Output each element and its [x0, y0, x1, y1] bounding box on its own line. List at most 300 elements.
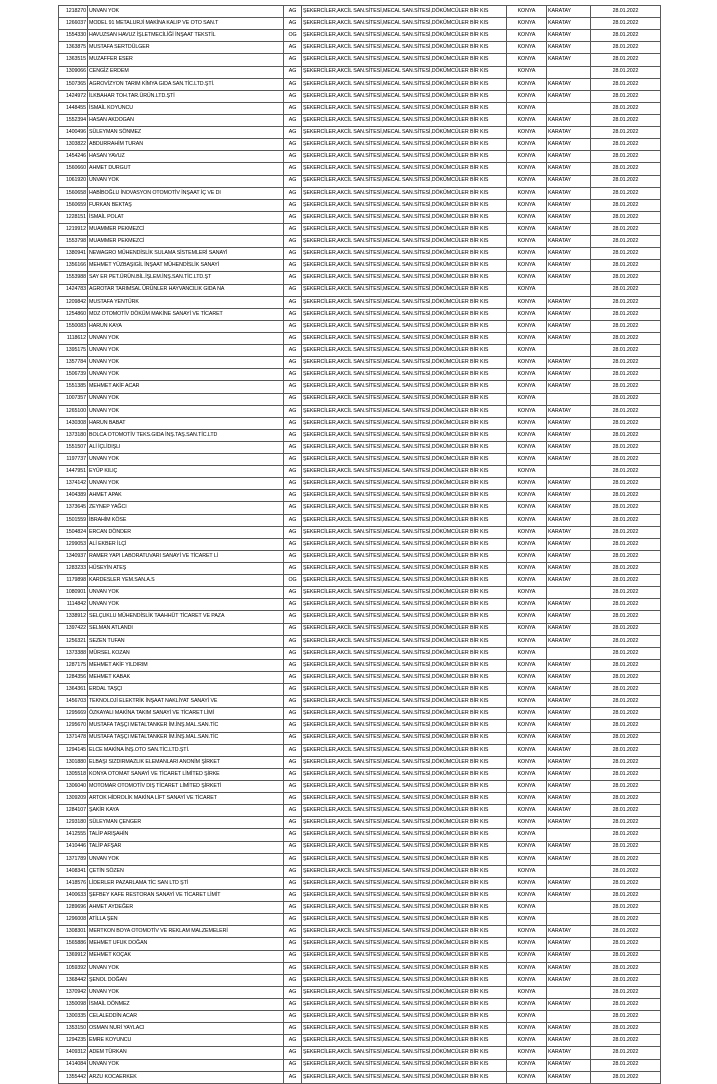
record-district: KARATAY [547, 42, 591, 54]
record-id: 1309209 [59, 793, 88, 805]
record-province: KONYA [507, 139, 547, 151]
record-district: KARATAY [547, 223, 591, 235]
record-type: AG [284, 865, 302, 877]
record-province: KONYA [507, 6, 547, 18]
record-date: 28.01.2022 [591, 1023, 661, 1035]
record-id: 1338912 [59, 611, 88, 623]
table-row [59, 550, 661, 562]
record-type: OG [284, 30, 302, 42]
record-id: 1305518 [59, 768, 88, 780]
record-province: KONYA [507, 732, 547, 744]
record-id: 1430308 [59, 417, 88, 429]
record-area: ŞEKERCİLER,AKCİL SAN.SİTESİ,MECAL SAN.SİTESİ,DÖKÜMCÜLER BİR KIS [302, 199, 507, 211]
record-province: KONYA [507, 599, 547, 611]
table-row [59, 998, 661, 1010]
record-district: KARATAY [547, 877, 591, 889]
record-province: KONYA [507, 272, 547, 284]
table-row [59, 526, 661, 538]
record-type: AG [284, 369, 302, 381]
table-row [59, 732, 661, 744]
record-type: AG [284, 236, 302, 248]
record-date: 28.01.2022 [591, 102, 661, 114]
record-title: UNVAN YOK [88, 1059, 284, 1071]
record-title: UNVAN YOK [88, 454, 284, 466]
record-area: ŞEKERCİLER,AKCİL SAN.SİTESİ,MECAL SAN.SİTESİ,DÖKÜMCÜLER BİR KIS [302, 78, 507, 90]
record-province: KONYA [507, 708, 547, 720]
record-id: 1209842 [59, 296, 88, 308]
record-date: 28.01.2022 [591, 538, 661, 550]
table-row [59, 793, 661, 805]
record-province: KONYA [507, 635, 547, 647]
record-id: 1300335 [59, 1011, 88, 1023]
record-type: AG [284, 18, 302, 30]
record-type: AG [284, 877, 302, 889]
record-title: SEZEN TUFAN [88, 635, 284, 647]
record-area: ŞEKERCİLER,AKCİL SAN.SİTESİ,MECAL SAN.SİTESİ,DÖKÜMCÜLER BİR KIS [302, 793, 507, 805]
record-id: 1373388 [59, 647, 88, 659]
record-district: KARATAY [547, 357, 591, 369]
record-district: KARATAY [547, 308, 591, 320]
record-title: UNVAN YOK [88, 478, 284, 490]
record-date: 28.01.2022 [591, 1035, 661, 1047]
record-district: KARATAY [547, 454, 591, 466]
record-province: KONYA [507, 611, 547, 623]
record-date: 28.01.2022 [591, 563, 661, 575]
record-title: ATİLLA ŞEN [88, 914, 284, 926]
record-province: KONYA [507, 865, 547, 877]
record-area: ŞEKERCİLER,AKCİL SAN.SİTESİ,MECAL SAN.SİTESİ,DÖKÜMCÜLER BİR KIS [302, 1035, 507, 1047]
record-area: ŞEKERCİLER,AKCİL SAN.SİTESİ,MECAL SAN.SİTESİ,DÖKÜMCÜLER BİR KIS [302, 151, 507, 163]
record-province: KONYA [507, 211, 547, 223]
record-title: KARDESLER YEM.SAN.A.S [88, 575, 284, 587]
record-type: AG [284, 248, 302, 260]
record-type: AG [284, 78, 302, 90]
table-row [59, 684, 661, 696]
table-row [59, 865, 661, 877]
record-date: 28.01.2022 [591, 1011, 661, 1023]
record-area: ŞEKERCİLER,AKCİL SAN.SİTESİ,MECAL SAN.SİTESİ,DÖKÜMCÜLER BİR KIS [302, 478, 507, 490]
record-district: KARATAY [547, 720, 591, 732]
record-district: KARATAY [547, 441, 591, 453]
record-area: ŞEKERCİLER,AKCİL SAN.SİTESİ,MECAL SAN.SİTESİ,DÖKÜMCÜLER BİR KIS [302, 1071, 507, 1083]
record-title: EMRE KOYUNCU [88, 1035, 284, 1047]
record-id: 1424972 [59, 90, 88, 102]
record-id: 1228151 [59, 211, 88, 223]
record-id: 1197737 [59, 454, 88, 466]
record-id: 1424783 [59, 284, 88, 296]
record-date: 28.01.2022 [591, 841, 661, 853]
record-id: 1408341 [59, 865, 88, 877]
table-row [59, 1047, 661, 1059]
record-title: ABDURRAHİM TURAN [88, 139, 284, 151]
record-type: AG [284, 974, 302, 986]
record-province: KONYA [507, 454, 547, 466]
record-title: UNVAN YOK [88, 599, 284, 611]
record-area: ŞEKERCİLER,AKCİL SAN.SİTESİ,MECAL SAN.SİTESİ,DÖKÜMCÜLER BİR KIS [302, 853, 507, 865]
table-row [59, 938, 661, 950]
record-area: ŞEKERCİLER,AKCİL SAN.SİTESİ,MECAL SAN.SİTESİ,DÖKÜMCÜLER BİR KIS [302, 696, 507, 708]
record-province: KONYA [507, 1023, 547, 1035]
table-row [59, 877, 661, 889]
record-date: 28.01.2022 [591, 684, 661, 696]
record-district: KARATAY [547, 853, 591, 865]
record-province: KONYA [507, 466, 547, 478]
record-type: AG [284, 853, 302, 865]
record-province: KONYA [507, 623, 547, 635]
record-date: 28.01.2022 [591, 466, 661, 478]
record-date: 28.01.2022 [591, 454, 661, 466]
table-row [59, 756, 661, 768]
record-district [547, 66, 591, 78]
table-row [59, 454, 661, 466]
record-id: 1400633 [59, 889, 88, 901]
record-area: ŞEKERCİLER,AKCİL SAN.SİTESİ,MECAL SAN.SİTESİ,DÖKÜMCÜLER BİR KIS [302, 744, 507, 756]
record-district: KARATAY [547, 817, 591, 829]
record-date: 28.01.2022 [591, 139, 661, 151]
record-title: ERDAL TAŞÇI [88, 684, 284, 696]
record-district [547, 1011, 591, 1023]
record-title: ALİ EKBER İLÇİ [88, 538, 284, 550]
record-title: UNVAN YOK [88, 986, 284, 998]
record-type: AG [284, 54, 302, 66]
record-district: KARATAY [547, 781, 591, 793]
record-type: AG [284, 199, 302, 211]
record-id: 1551507 [59, 441, 88, 453]
record-id: 1414084 [59, 1059, 88, 1071]
record-province: KONYA [507, 54, 547, 66]
record-district [547, 914, 591, 926]
table-row [59, 320, 661, 332]
record-area: ŞEKERCİLER,AKCİL SAN.SİTESİ,MECAL SAN.SİTESİ,DÖKÜMCÜLER BİR KIS [302, 623, 507, 635]
record-title: MUSTAFA SERTDÜLGER [88, 42, 284, 54]
table-row [59, 599, 661, 611]
record-id: 1374142 [59, 478, 88, 490]
record-date: 28.01.2022 [591, 490, 661, 502]
record-id: 1397422 [59, 623, 88, 635]
record-area: ŞEKERCİLER,AKCİL SAN.SİTESİ,MECAL SAN.SİTESİ,DÖKÜMCÜLER BİR KIS [302, 1059, 507, 1071]
record-type: AG [284, 563, 302, 575]
record-area: ŞEKERCİLER,AKCİL SAN.SİTESİ,MECAL SAN.SİTESİ,DÖKÜMCÜLER BİR KIS [302, 720, 507, 732]
record-district: KARATAY [547, 998, 591, 1010]
record-area: ŞEKERCİLER,AKCİL SAN.SİTESİ,MECAL SAN.SİTESİ,DÖKÜMCÜLER BİR KIS [302, 284, 507, 296]
record-type: AG [284, 223, 302, 235]
record-area: ŞEKERCİLER,AKCİL SAN.SİTESİ,MECAL SAN.SİTESİ,DÖKÜMCÜLER BİR KIS [302, 466, 507, 478]
record-area: ŞEKERCİLER,AKCİL SAN.SİTESİ,MECAL SAN.SİTESİ,DÖKÜMCÜLER BİR KIS [302, 30, 507, 42]
record-id: 1560659 [59, 199, 88, 211]
record-date: 28.01.2022 [591, 526, 661, 538]
record-province: KONYA [507, 369, 547, 381]
record-title: UNVAN YOK [88, 175, 284, 187]
record-id: 1363515 [59, 54, 88, 66]
record-date: 28.01.2022 [591, 659, 661, 671]
table-row [59, 18, 661, 30]
record-id: 1357784 [59, 357, 88, 369]
record-date: 28.01.2022 [591, 42, 661, 54]
record-district [547, 647, 591, 659]
record-type: AG [284, 151, 302, 163]
table-row [59, 260, 661, 272]
record-id: 1560660 [59, 163, 88, 175]
record-id: 1501559 [59, 514, 88, 526]
record-type: AG [284, 708, 302, 720]
table-row [59, 332, 661, 344]
record-date: 28.01.2022 [591, 1047, 661, 1059]
record-type: AG [284, 950, 302, 962]
record-date: 28.01.2022 [591, 926, 661, 938]
record-type: AG [284, 429, 302, 441]
record-area: ŞEKERCİLER,AKCİL SAN.SİTESİ,MECAL SAN.SİTESİ,DÖKÜMCÜLER BİR KIS [302, 768, 507, 780]
record-area: ŞEKERCİLER,AKCİL SAN.SİTESİ,MECAL SAN.SİTESİ,DÖKÜMCÜLER BİR KIS [302, 42, 507, 54]
record-province: KONYA [507, 768, 547, 780]
record-district: KARATAY [547, 163, 591, 175]
record-district: KARATAY [547, 841, 591, 853]
record-date: 28.01.2022 [591, 151, 661, 163]
record-district [547, 466, 591, 478]
record-type: AG [284, 1035, 302, 1047]
record-type: AG [284, 599, 302, 611]
record-district: KARATAY [547, 974, 591, 986]
record-date: 28.01.2022 [591, 1071, 661, 1083]
record-area: ŞEKERCİLER,AKCİL SAN.SİTESİ,MECAL SAN.SİTESİ,DÖKÜMCÜLER BİR KIS [302, 514, 507, 526]
record-area: ŞEKERCİLER,AKCİL SAN.SİTESİ,MECAL SAN.SİTESİ,DÖKÜMCÜLER BİR KIS [302, 950, 507, 962]
record-province: KONYA [507, 1059, 547, 1071]
record-type: AG [284, 914, 302, 926]
record-date: 28.01.2022 [591, 672, 661, 684]
records-table [58, 5, 661, 1084]
record-type: AG [284, 478, 302, 490]
record-title: ŞENOL DOĞAN [88, 974, 284, 986]
record-district: KARATAY [547, 502, 591, 514]
record-title: İLKBAHAR TOH.TAR.ÜRÜN.LTD.ŞTİ [88, 90, 284, 102]
record-type: AG [284, 296, 302, 308]
record-area: ŞEKERCİLER,AKCİL SAN.SİTESİ,MECAL SAN.SİTESİ,DÖKÜMCÜLER BİR KIS [302, 417, 507, 429]
record-province: KONYA [507, 236, 547, 248]
record-type: AG [284, 684, 302, 696]
record-title: TALİP AFŞAR [88, 841, 284, 853]
record-district: KARATAY [547, 768, 591, 780]
record-area: ŞEKERCİLER,AKCİL SAN.SİTESİ,MECAL SAN.SİTESİ,DÖKÜMCÜLER BİR KIS [302, 139, 507, 151]
record-district: KARATAY [547, 187, 591, 199]
record-title: UNVAN YOK [88, 332, 284, 344]
record-area: ŞEKERCİLER,AKCİL SAN.SİTESİ,MECAL SAN.SİTESİ,DÖKÜMCÜLER BİR KIS [302, 986, 507, 998]
record-district: KARATAY [547, 369, 591, 381]
record-type: AG [284, 320, 302, 332]
record-id: 1353150 [59, 1023, 88, 1035]
record-area: ŞEKERCİLER,AKCİL SAN.SİTESİ,MECAL SAN.SİTESİ,DÖKÜMCÜLER BİR KIS [302, 550, 507, 562]
record-district: KARATAY [547, 744, 591, 756]
record-type: AG [284, 781, 302, 793]
record-title: UNVAN YOK [88, 393, 284, 405]
record-id: 1118612 [59, 332, 88, 344]
record-area: ŞEKERCİLER,AKCİL SAN.SİTESİ,MECAL SAN.SİTESİ,DÖKÜMCÜLER BİR KIS [302, 865, 507, 877]
record-title: SELMAN ATLANDI [88, 623, 284, 635]
record-type: AG [284, 805, 302, 817]
record-district: KARATAY [547, 1071, 591, 1083]
record-date: 28.01.2022 [591, 805, 661, 817]
record-district [547, 393, 591, 405]
record-type: AG [284, 611, 302, 623]
record-area: ŞEKERCİLER,AKCİL SAN.SİTESİ,MECAL SAN.SİTESİ,DÖKÜMCÜLER BİR KIS [302, 914, 507, 926]
record-type: AG [284, 768, 302, 780]
record-district: KARATAY [547, 889, 591, 901]
record-title: UNVAN YOK [88, 369, 284, 381]
table-row [59, 102, 661, 114]
table-row [59, 696, 661, 708]
record-province: KONYA [507, 538, 547, 550]
record-province: KONYA [507, 66, 547, 78]
record-area: ŞEKERCİLER,AKCİL SAN.SİTESİ,MECAL SAN.SİTESİ,DÖKÜMCÜLER BİR KIS [302, 102, 507, 114]
record-type: AG [284, 1059, 302, 1071]
record-district: KARATAY [547, 684, 591, 696]
record-province: KONYA [507, 417, 547, 429]
table-row [59, 708, 661, 720]
record-type: AG [284, 66, 302, 78]
record-type: AG [284, 187, 302, 199]
record-id: 1266037 [59, 18, 88, 30]
record-title: EYÜP KILIÇ [88, 466, 284, 478]
record-area: ŞEKERCİLER,AKCİL SAN.SİTESİ,MECAL SAN.SİTESİ,DÖKÜMCÜLER BİR KIS [302, 90, 507, 102]
record-area: ŞEKERCİLER,AKCİL SAN.SİTESİ,MECAL SAN.SİTESİ,DÖKÜMCÜLER BİR KIS [302, 66, 507, 78]
table-row [59, 381, 661, 393]
record-date: 28.01.2022 [591, 744, 661, 756]
record-id: 1418576 [59, 877, 88, 889]
record-type: AG [284, 127, 302, 139]
table-row [59, 42, 661, 54]
record-date: 28.01.2022 [591, 393, 661, 405]
table-row [59, 575, 661, 587]
record-type: AG [284, 308, 302, 320]
record-district: KARATAY [547, 926, 591, 938]
record-id: 1554330 [59, 30, 88, 42]
record-province: KONYA [507, 853, 547, 865]
record-id: 1550083 [59, 320, 88, 332]
record-province: KONYA [507, 429, 547, 441]
record-type: AG [284, 1023, 302, 1035]
table-row [59, 1023, 661, 1035]
record-type: AG [284, 635, 302, 647]
record-area: ŞEKERCİLER,AKCİL SAN.SİTESİ,MECAL SAN.SİTESİ,DÖKÜMCÜLER BİR KIS [302, 163, 507, 175]
record-date: 28.01.2022 [591, 78, 661, 90]
record-district: KARATAY [547, 139, 591, 151]
table-row [59, 647, 661, 659]
record-area: ŞEKERCİLER,AKCİL SAN.SİTESİ,MECAL SAN.SİTESİ,DÖKÜMCÜLER BİR KIS [302, 6, 507, 18]
record-title: UNVAN YOK [88, 6, 284, 18]
record-title: MEHMET AKİF ACAR [88, 381, 284, 393]
record-title: UNVAN YOK [88, 405, 284, 417]
record-type: AG [284, 357, 302, 369]
record-id: 1299053 [59, 538, 88, 550]
record-id: 1373180 [59, 429, 88, 441]
record-date: 28.01.2022 [591, 587, 661, 599]
record-type: AG [284, 345, 302, 357]
record-title: ARZU KOCAERKEK [88, 1071, 284, 1083]
record-date: 28.01.2022 [591, 296, 661, 308]
record-district [547, 587, 591, 599]
record-id: 1293180 [59, 817, 88, 829]
record-date: 28.01.2022 [591, 90, 661, 102]
record-district: KARATAY [547, 90, 591, 102]
record-province: KONYA [507, 1035, 547, 1047]
record-type: AG [284, 986, 302, 998]
record-date: 28.01.2022 [591, 1059, 661, 1071]
record-id: 1061920 [59, 175, 88, 187]
record-title: İSMAİL DÖNMEZ [88, 998, 284, 1010]
record-title: FURKAN BEKTAŞ [88, 199, 284, 211]
record-title: HÜSEYİN ATEŞ [88, 563, 284, 575]
record-type: AG [284, 696, 302, 708]
record-title: HABİBOĞLU İNOVASYON OTOMOTİV İNŞAAT İÇ VE DI [88, 187, 284, 199]
record-title: LİDERLER PAZARLAMA TİC SAN LTD ŞTİ [88, 877, 284, 889]
record-title: MEHMET YÜZBAŞIGİL İNŞAAT MÜHENDİSLİK SANAYİ [88, 260, 284, 272]
record-date: 28.01.2022 [591, 345, 661, 357]
record-title: HAVUZSAN HAVUZ İŞLETMECİLİĞİ İNŞAAT TEKSTİL [88, 30, 284, 42]
record-id: 1412555 [59, 829, 88, 841]
record-date: 28.01.2022 [591, 6, 661, 18]
record-area: ŞEKERCİLER,AKCİL SAN.SİTESİ,MECAL SAN.SİTESİ,DÖKÜMCÜLER BİR KIS [302, 490, 507, 502]
record-type: AG [284, 902, 302, 914]
table-row [59, 30, 661, 42]
table-row [59, 478, 661, 490]
table-row [59, 563, 661, 575]
record-province: KONYA [507, 502, 547, 514]
record-type: AG [284, 550, 302, 562]
table-row [59, 986, 661, 998]
record-district: KARATAY [547, 938, 591, 950]
record-id: 1565886 [59, 938, 88, 950]
record-district: KARATAY [547, 127, 591, 139]
record-type: AG [284, 441, 302, 453]
record-id: 1295669 [59, 708, 88, 720]
record-date: 28.01.2022 [591, 696, 661, 708]
record-province: KONYA [507, 575, 547, 587]
table-row [59, 357, 661, 369]
record-type: AG [284, 139, 302, 151]
record-title: AGROVİZYON TARIM KİMYA GIDA SAN.TİC.LTD.ŞTİ. [88, 78, 284, 90]
record-province: KONYA [507, 1011, 547, 1023]
record-id: 1553988 [59, 272, 88, 284]
record-date: 28.01.2022 [591, 623, 661, 635]
record-date: 28.01.2022 [591, 575, 661, 587]
record-id: 1454246 [59, 151, 88, 163]
table-row [59, 841, 661, 853]
record-id: 1114842 [59, 599, 88, 611]
record-area: ŞEKERCİLER,AKCİL SAN.SİTESİ,MECAL SAN.SİTESİ,DÖKÜMCÜLER BİR KIS [302, 841, 507, 853]
table-row [59, 635, 661, 647]
record-date: 28.01.2022 [591, 877, 661, 889]
record-district: KARATAY [547, 708, 591, 720]
table-row [59, 54, 661, 66]
record-id: 1370942 [59, 986, 88, 998]
record-date: 28.01.2022 [591, 236, 661, 248]
record-district: KARATAY [547, 490, 591, 502]
record-area: ŞEKERCİLER,AKCİL SAN.SİTESİ,MECAL SAN.SİTESİ,DÖKÜMCÜLER BİR KIS [302, 345, 507, 357]
record-title: MUZAFFER ESER [88, 54, 284, 66]
record-title: AHMET APAK [88, 490, 284, 502]
record-date: 28.01.2022 [591, 853, 661, 865]
table-row [59, 853, 661, 865]
record-id: 1295670 [59, 720, 88, 732]
record-date: 28.01.2022 [591, 199, 661, 211]
table-row [59, 490, 661, 502]
record-id: 1560658 [59, 187, 88, 199]
record-province: KONYA [507, 659, 547, 671]
record-province: KONYA [507, 781, 547, 793]
record-province: KONYA [507, 914, 547, 926]
record-title: CELALEDDİN ACAR [88, 1011, 284, 1023]
record-id: 1371478 [59, 732, 88, 744]
record-province: KONYA [507, 720, 547, 732]
record-area: ŞEKERCİLER,AKCİL SAN.SİTESİ,MECAL SAN.SİTESİ,DÖKÜMCÜLER BİR KIS [302, 708, 507, 720]
